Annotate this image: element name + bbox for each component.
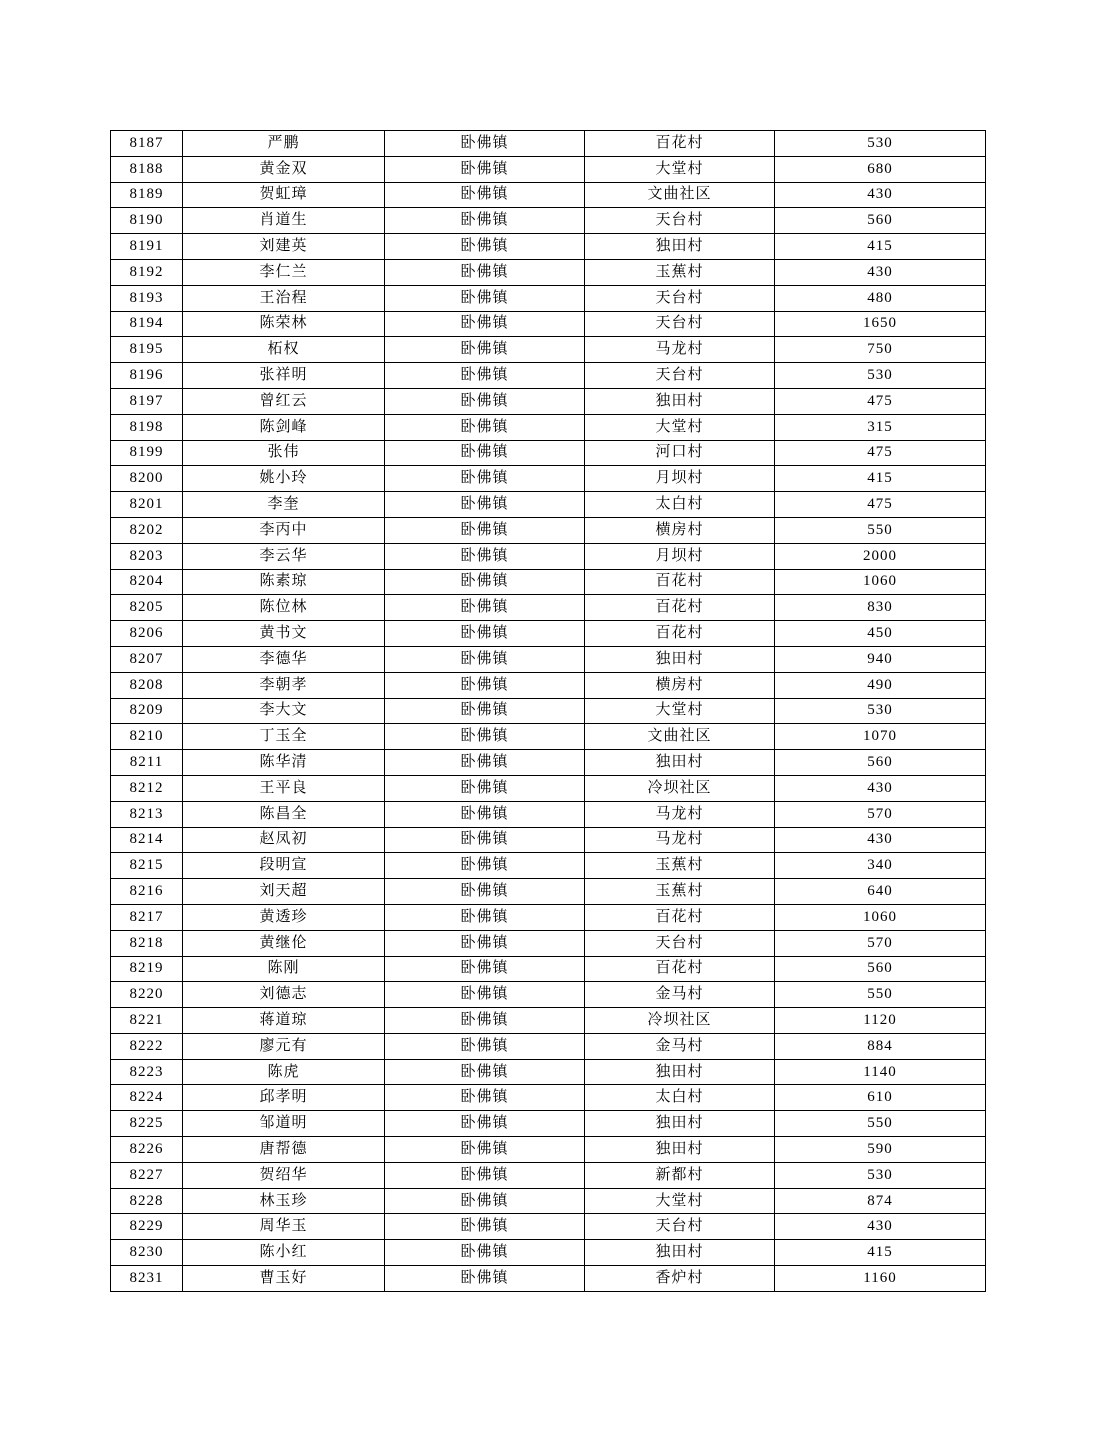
- cell-id: 8226: [111, 1137, 183, 1163]
- cell-name: 陈剑峰: [183, 414, 385, 440]
- cell-amount: 475: [775, 492, 986, 518]
- cell-town: 卧佛镇: [385, 930, 585, 956]
- cell-id: 8229: [111, 1214, 183, 1240]
- cell-id: 8231: [111, 1266, 183, 1292]
- cell-town: 卧佛镇: [385, 569, 585, 595]
- cell-village: 河口村: [585, 440, 775, 466]
- cell-town: 卧佛镇: [385, 285, 585, 311]
- cell-name: 刘德志: [183, 982, 385, 1008]
- cell-id: 8228: [111, 1188, 183, 1214]
- cell-id: 8210: [111, 724, 183, 750]
- cell-name: 黄金双: [183, 156, 385, 182]
- cell-id: 8188: [111, 156, 183, 182]
- cell-village: 文曲社区: [585, 724, 775, 750]
- cell-amount: 640: [775, 879, 986, 905]
- cell-town: 卧佛镇: [385, 1137, 585, 1163]
- table-row: [111, 1266, 986, 1292]
- cell-name: 邹道明: [183, 1111, 385, 1137]
- cell-village: 天台村: [585, 311, 775, 337]
- cell-village: 大堂村: [585, 156, 775, 182]
- cell-amount: 430: [775, 827, 986, 853]
- cell-village: 百花村: [585, 956, 775, 982]
- cell-town: 卧佛镇: [385, 492, 585, 518]
- cell-town: 卧佛镇: [385, 1240, 585, 1266]
- cell-town: 卧佛镇: [385, 543, 585, 569]
- cell-id: 8191: [111, 234, 183, 260]
- cell-village: 马龙村: [585, 827, 775, 853]
- cell-village: 天台村: [585, 930, 775, 956]
- table-row: [111, 1240, 986, 1266]
- table-row: [111, 853, 986, 879]
- cell-village: 马龙村: [585, 337, 775, 363]
- cell-village: 独田村: [585, 1240, 775, 1266]
- table-row: [111, 698, 986, 724]
- cell-name: 肖道生: [183, 208, 385, 234]
- cell-id: 8222: [111, 1033, 183, 1059]
- cell-name: 李丙中: [183, 517, 385, 543]
- table-row: [111, 724, 986, 750]
- cell-town: 卧佛镇: [385, 440, 585, 466]
- cell-name: 黄透珍: [183, 904, 385, 930]
- cell-town: 卧佛镇: [385, 466, 585, 492]
- cell-id: 8196: [111, 363, 183, 389]
- cell-amount: 550: [775, 517, 986, 543]
- cell-name: 陈荣林: [183, 311, 385, 337]
- cell-name: 贺绍华: [183, 1162, 385, 1188]
- cell-village: 天台村: [585, 285, 775, 311]
- cell-amount: 2000: [775, 543, 986, 569]
- cell-amount: 570: [775, 930, 986, 956]
- cell-amount: 550: [775, 982, 986, 1008]
- cell-amount: 340: [775, 853, 986, 879]
- cell-amount: 1060: [775, 904, 986, 930]
- cell-id: 8206: [111, 621, 183, 647]
- cell-amount: 475: [775, 440, 986, 466]
- cell-village: 大堂村: [585, 1188, 775, 1214]
- cell-town: 卧佛镇: [385, 259, 585, 285]
- table-row: [111, 775, 986, 801]
- cell-name: 张祥明: [183, 363, 385, 389]
- cell-name: 李大文: [183, 698, 385, 724]
- cell-town: 卧佛镇: [385, 1008, 585, 1034]
- table-row: [111, 1033, 986, 1059]
- cell-town: 卧佛镇: [385, 646, 585, 672]
- cell-village: 冷坝社区: [585, 1008, 775, 1034]
- table-row: [111, 904, 986, 930]
- cell-id: 8216: [111, 879, 183, 905]
- cell-id: 8230: [111, 1240, 183, 1266]
- table-row: [111, 827, 986, 853]
- cell-town: 卧佛镇: [385, 517, 585, 543]
- cell-amount: 1140: [775, 1059, 986, 1085]
- cell-town: 卧佛镇: [385, 879, 585, 905]
- table-row: [111, 440, 986, 466]
- cell-id: 8227: [111, 1162, 183, 1188]
- cell-id: 8197: [111, 388, 183, 414]
- cell-amount: 1160: [775, 1266, 986, 1292]
- cell-amount: 874: [775, 1188, 986, 1214]
- cell-amount: 570: [775, 801, 986, 827]
- cell-id: 8220: [111, 982, 183, 1008]
- table-row: [111, 311, 986, 337]
- cell-village: 独田村: [585, 1111, 775, 1137]
- cell-amount: 415: [775, 234, 986, 260]
- table-row: [111, 672, 986, 698]
- cell-name: 李德华: [183, 646, 385, 672]
- cell-id: 8199: [111, 440, 183, 466]
- cell-amount: 450: [775, 621, 986, 647]
- cell-village: 天台村: [585, 208, 775, 234]
- cell-id: 8217: [111, 904, 183, 930]
- table-row: [111, 982, 986, 1008]
- cell-name: 王平良: [183, 775, 385, 801]
- cell-town: 卧佛镇: [385, 698, 585, 724]
- cell-amount: 430: [775, 182, 986, 208]
- table-row: [111, 414, 986, 440]
- cell-amount: 430: [775, 775, 986, 801]
- cell-amount: 610: [775, 1085, 986, 1111]
- cell-id: 8201: [111, 492, 183, 518]
- cell-town: 卧佛镇: [385, 1111, 585, 1137]
- cell-town: 卧佛镇: [385, 853, 585, 879]
- cell-village: 百花村: [585, 904, 775, 930]
- cell-name: 林玉珍: [183, 1188, 385, 1214]
- cell-town: 卧佛镇: [385, 131, 585, 157]
- cell-name: 曹玉好: [183, 1266, 385, 1292]
- cell-town: 卧佛镇: [385, 1059, 585, 1085]
- cell-name: 陈虎: [183, 1059, 385, 1085]
- table-row: [111, 1162, 986, 1188]
- cell-id: 8189: [111, 182, 183, 208]
- cell-town: 卧佛镇: [385, 363, 585, 389]
- cell-amount: 830: [775, 595, 986, 621]
- cell-id: 8198: [111, 414, 183, 440]
- cell-village: 天台村: [585, 363, 775, 389]
- cell-village: 大堂村: [585, 698, 775, 724]
- cell-amount: 1070: [775, 724, 986, 750]
- cell-town: 卧佛镇: [385, 311, 585, 337]
- cell-village: 文曲社区: [585, 182, 775, 208]
- cell-name: 陈小红: [183, 1240, 385, 1266]
- table-row: [111, 1188, 986, 1214]
- cell-town: 卧佛镇: [385, 982, 585, 1008]
- cell-town: 卧佛镇: [385, 388, 585, 414]
- cell-id: 8219: [111, 956, 183, 982]
- cell-town: 卧佛镇: [385, 1266, 585, 1292]
- cell-name: 邱孝明: [183, 1085, 385, 1111]
- table-row: [111, 285, 986, 311]
- cell-id: 8207: [111, 646, 183, 672]
- table-body: [111, 131, 986, 1292]
- cell-village: 独田村: [585, 388, 775, 414]
- cell-id: 8215: [111, 853, 183, 879]
- cell-village: 香炉村: [585, 1266, 775, 1292]
- cell-name: 刘天超: [183, 879, 385, 905]
- cell-village: 金马村: [585, 982, 775, 1008]
- cell-amount: 530: [775, 1162, 986, 1188]
- cell-amount: 1060: [775, 569, 986, 595]
- cell-name: 曾红云: [183, 388, 385, 414]
- table-row: [111, 1085, 986, 1111]
- cell-amount: 560: [775, 750, 986, 776]
- table-row: [111, 621, 986, 647]
- table-row: [111, 492, 986, 518]
- cell-name: 陈素琼: [183, 569, 385, 595]
- cell-amount: 430: [775, 1214, 986, 1240]
- cell-name: 王治程: [183, 285, 385, 311]
- cell-id: 8212: [111, 775, 183, 801]
- cell-id: 8205: [111, 595, 183, 621]
- cell-name: 李朝孝: [183, 672, 385, 698]
- cell-amount: 430: [775, 259, 986, 285]
- cell-amount: 530: [775, 698, 986, 724]
- cell-village: 独田村: [585, 1059, 775, 1085]
- cell-village: 独田村: [585, 750, 775, 776]
- cell-village: 玉蕉村: [585, 879, 775, 905]
- cell-village: 百花村: [585, 131, 775, 157]
- cell-id: 8200: [111, 466, 183, 492]
- cell-amount: 315: [775, 414, 986, 440]
- cell-id: 8218: [111, 930, 183, 956]
- table-row: [111, 930, 986, 956]
- table-row: [111, 337, 986, 363]
- cell-id: 8213: [111, 801, 183, 827]
- cell-id: 8214: [111, 827, 183, 853]
- cell-name: 张伟: [183, 440, 385, 466]
- cell-town: 卧佛镇: [385, 208, 585, 234]
- cell-amount: 530: [775, 363, 986, 389]
- table-row: [111, 234, 986, 260]
- cell-village: 横房村: [585, 517, 775, 543]
- cell-amount: 940: [775, 646, 986, 672]
- cell-id: 8225: [111, 1111, 183, 1137]
- cell-village: 大堂村: [585, 414, 775, 440]
- cell-id: 8190: [111, 208, 183, 234]
- cell-village: 玉蕉村: [585, 259, 775, 285]
- cell-town: 卧佛镇: [385, 1162, 585, 1188]
- table-row: [111, 1137, 986, 1163]
- cell-village: 天台村: [585, 1214, 775, 1240]
- cell-amount: 530: [775, 131, 986, 157]
- table-row: [111, 956, 986, 982]
- cell-name: 段明宣: [183, 853, 385, 879]
- cell-id: 8192: [111, 259, 183, 285]
- table-row: [111, 801, 986, 827]
- table-row: [111, 646, 986, 672]
- table-row: [111, 208, 986, 234]
- cell-town: 卧佛镇: [385, 956, 585, 982]
- cell-village: 百花村: [585, 595, 775, 621]
- cell-name: 贺虹璋: [183, 182, 385, 208]
- cell-town: 卧佛镇: [385, 750, 585, 776]
- cell-name: 丁玉全: [183, 724, 385, 750]
- cell-amount: 750: [775, 337, 986, 363]
- table-row: [111, 569, 986, 595]
- cell-village: 玉蕉村: [585, 853, 775, 879]
- cell-village: 新都村: [585, 1162, 775, 1188]
- records-table: [110, 130, 986, 1292]
- cell-name: 唐帮德: [183, 1137, 385, 1163]
- cell-village: 百花村: [585, 621, 775, 647]
- cell-town: 卧佛镇: [385, 621, 585, 647]
- cell-name: 陈刚: [183, 956, 385, 982]
- table-row: [111, 1059, 986, 1085]
- cell-id: 8187: [111, 131, 183, 157]
- table-row: [111, 879, 986, 905]
- cell-name: 刘建英: [183, 234, 385, 260]
- cell-amount: 680: [775, 156, 986, 182]
- cell-village: 马龙村: [585, 801, 775, 827]
- table-row: [111, 466, 986, 492]
- cell-amount: 1650: [775, 311, 986, 337]
- cell-id: 8202: [111, 517, 183, 543]
- cell-amount: 550: [775, 1111, 986, 1137]
- cell-id: 8203: [111, 543, 183, 569]
- cell-village: 太白村: [585, 492, 775, 518]
- cell-town: 卧佛镇: [385, 1188, 585, 1214]
- cell-name: 周华玉: [183, 1214, 385, 1240]
- cell-name: 严鹏: [183, 131, 385, 157]
- cell-amount: 415: [775, 466, 986, 492]
- cell-village: 月坝村: [585, 466, 775, 492]
- cell-name: 陈位林: [183, 595, 385, 621]
- table-row: [111, 363, 986, 389]
- cell-village: 太白村: [585, 1085, 775, 1111]
- cell-name: 柘权: [183, 337, 385, 363]
- cell-name: 陈昌全: [183, 801, 385, 827]
- cell-amount: 884: [775, 1033, 986, 1059]
- cell-id: 8211: [111, 750, 183, 776]
- cell-id: 8208: [111, 672, 183, 698]
- cell-name: 赵凤初: [183, 827, 385, 853]
- table-row: [111, 388, 986, 414]
- cell-name: 李奎: [183, 492, 385, 518]
- cell-town: 卧佛镇: [385, 672, 585, 698]
- cell-village: 独田村: [585, 234, 775, 260]
- cell-town: 卧佛镇: [385, 414, 585, 440]
- cell-amount: 475: [775, 388, 986, 414]
- cell-town: 卧佛镇: [385, 801, 585, 827]
- cell-name: 黄继伦: [183, 930, 385, 956]
- cell-amount: 560: [775, 208, 986, 234]
- cell-town: 卧佛镇: [385, 827, 585, 853]
- cell-name: 李云华: [183, 543, 385, 569]
- cell-name: 黄书文: [183, 621, 385, 647]
- table-row: [111, 131, 986, 157]
- cell-town: 卧佛镇: [385, 775, 585, 801]
- cell-amount: 480: [775, 285, 986, 311]
- cell-name: 姚小玲: [183, 466, 385, 492]
- cell-name: 蒋道琼: [183, 1008, 385, 1034]
- table-row: [111, 1008, 986, 1034]
- table-row: [111, 750, 986, 776]
- table-row: [111, 259, 986, 285]
- cell-town: 卧佛镇: [385, 1085, 585, 1111]
- cell-village: 冷坝社区: [585, 775, 775, 801]
- cell-village: 独田村: [585, 1137, 775, 1163]
- cell-id: 8224: [111, 1085, 183, 1111]
- cell-town: 卧佛镇: [385, 1033, 585, 1059]
- cell-name: 李仁兰: [183, 259, 385, 285]
- cell-village: 独田村: [585, 646, 775, 672]
- cell-id: 8223: [111, 1059, 183, 1085]
- cell-id: 8194: [111, 311, 183, 337]
- table-row: [111, 1111, 986, 1137]
- cell-id: 8195: [111, 337, 183, 363]
- cell-town: 卧佛镇: [385, 234, 585, 260]
- cell-amount: 560: [775, 956, 986, 982]
- table-row: [111, 595, 986, 621]
- cell-id: 8204: [111, 569, 183, 595]
- table-row: [111, 182, 986, 208]
- cell-town: 卧佛镇: [385, 595, 585, 621]
- cell-amount: 490: [775, 672, 986, 698]
- cell-name: 廖元有: [183, 1033, 385, 1059]
- cell-id: 8209: [111, 698, 183, 724]
- cell-id: 8193: [111, 285, 183, 311]
- cell-town: 卧佛镇: [385, 156, 585, 182]
- cell-amount: 590: [775, 1137, 986, 1163]
- cell-town: 卧佛镇: [385, 337, 585, 363]
- cell-amount: 1120: [775, 1008, 986, 1034]
- cell-town: 卧佛镇: [385, 904, 585, 930]
- cell-amount: 415: [775, 1240, 986, 1266]
- cell-town: 卧佛镇: [385, 724, 585, 750]
- table-row: [111, 1214, 986, 1240]
- cell-id: 8221: [111, 1008, 183, 1034]
- cell-town: 卧佛镇: [385, 1214, 585, 1240]
- cell-town: 卧佛镇: [385, 182, 585, 208]
- table-row: [111, 543, 986, 569]
- table-row: [111, 156, 986, 182]
- cell-village: 横房村: [585, 672, 775, 698]
- cell-village: 月坝村: [585, 543, 775, 569]
- cell-village: 百花村: [585, 569, 775, 595]
- cell-name: 陈华清: [183, 750, 385, 776]
- cell-village: 金马村: [585, 1033, 775, 1059]
- table-row: [111, 517, 986, 543]
